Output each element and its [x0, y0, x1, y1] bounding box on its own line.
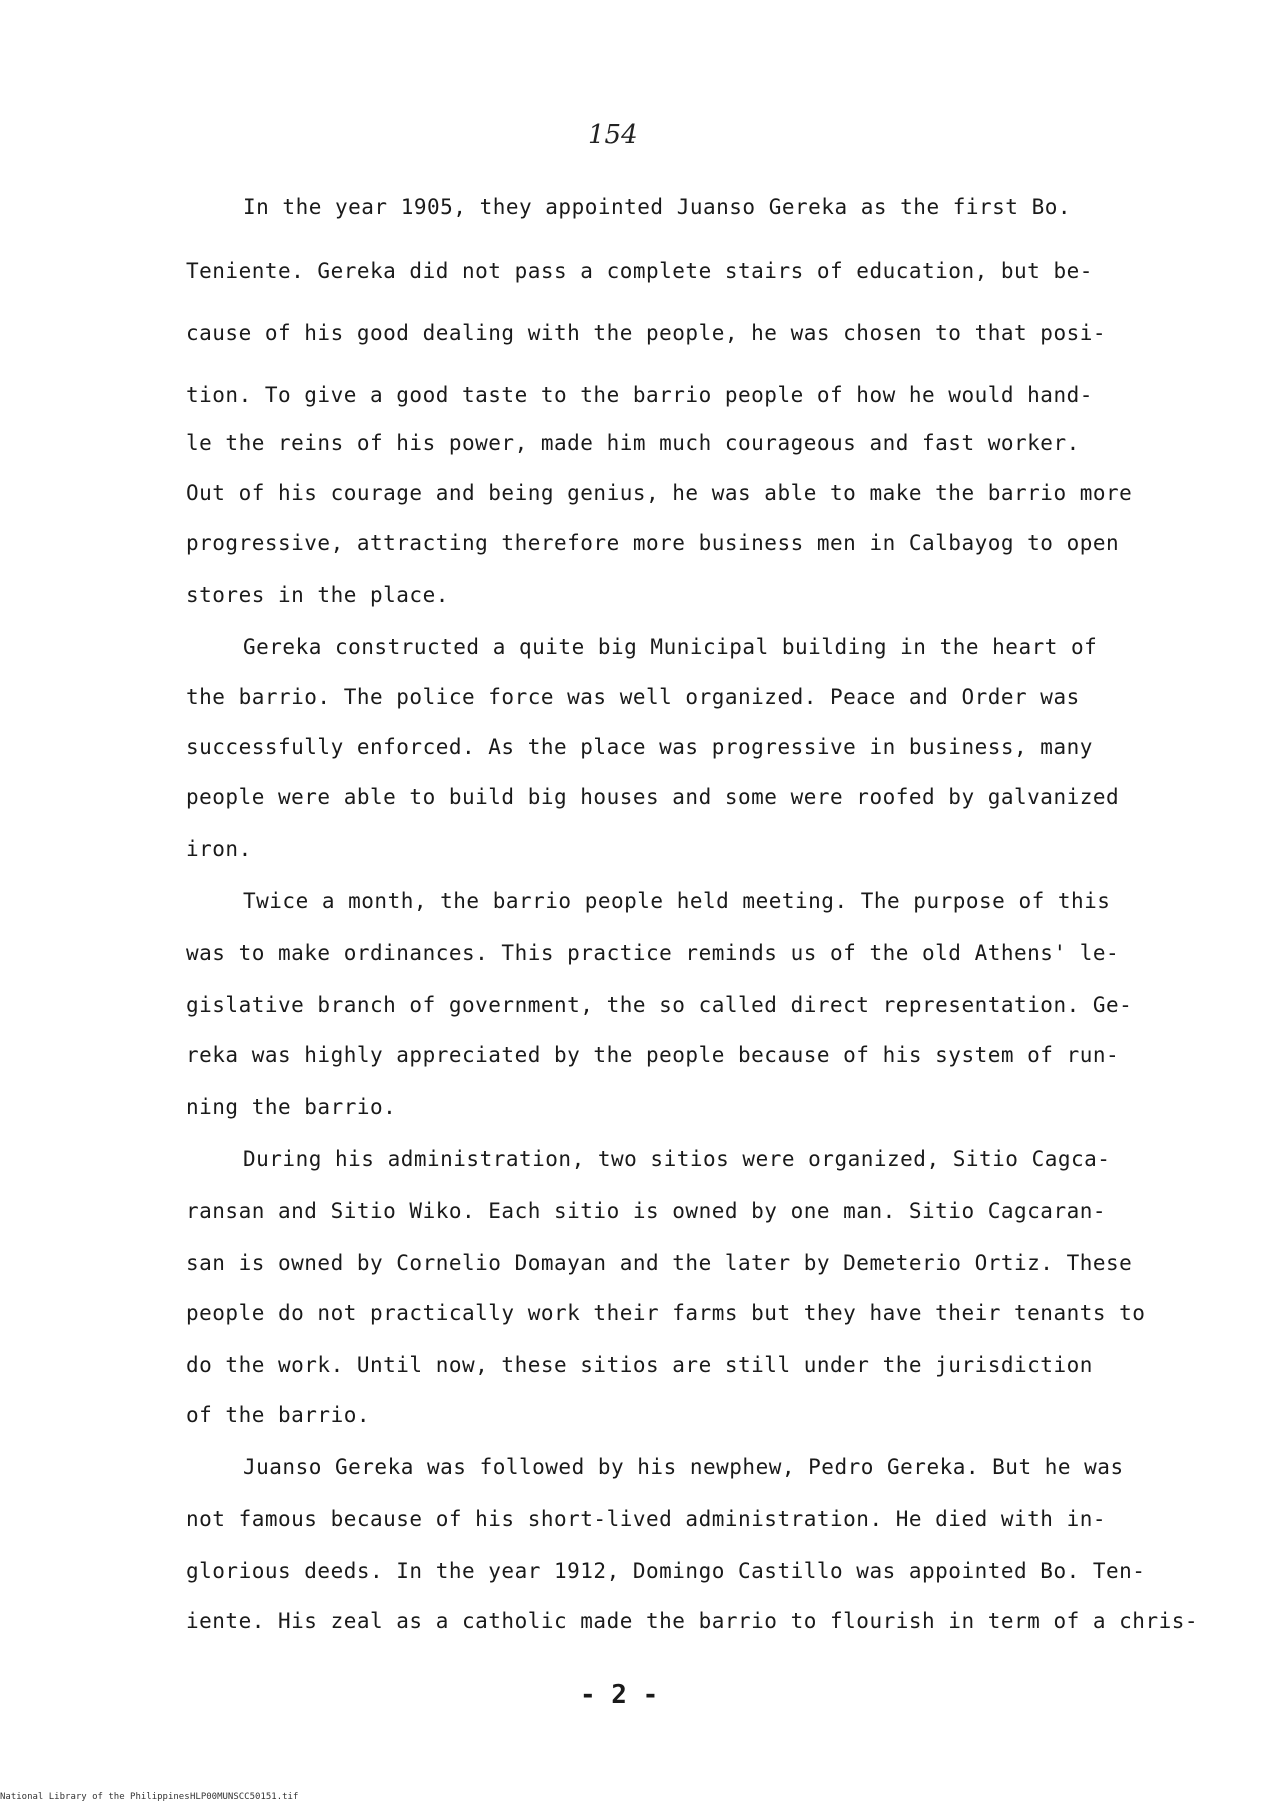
text-line: In the year 1905, they appointed Juanso Gereka as the first Bo.	[243, 195, 1072, 219]
text-line: Twice a month, the barrio people held meeting. The purpose of this	[243, 889, 1111, 913]
text-line: gislative branch of government, the so called direct representation. Ge-	[186, 993, 1133, 1017]
text-line: Out of his courage and being genius, he was able to make the barrio more	[186, 481, 1133, 505]
text-line: reka was highly appreciated by the people because of his system of run-	[186, 1043, 1120, 1067]
text-line: successfully enforced. As the place was progressive in business, many	[186, 735, 1093, 759]
text-line: During his administration, two sitios were organized, Sitio Cagca-	[243, 1147, 1111, 1171]
text-line: progressive, attracting therefore more business men in Calbayog to open	[186, 531, 1120, 555]
text-line: san is owned by Cornelio Domayan and the later by Demeterio Ortiz. These	[186, 1251, 1133, 1275]
text-line: people do not practically work their farms but they have their tenants to	[186, 1301, 1146, 1325]
text-line: Teniente. Gereka did not pass a complete stairs of education, but be-	[186, 259, 1093, 283]
text-line: Gereka constructed a quite big Municipal building in the heart of	[243, 635, 1098, 659]
text-line: ransan and Sitio Wiko. Each sitio is owned by one man. Sitio Cagcaran-	[186, 1199, 1107, 1223]
text-line: Juanso Gereka was followed by his newphew, Pedro Gereka. But he was	[243, 1455, 1124, 1479]
text-line: ning the barrio.	[186, 1095, 397, 1119]
typed-page-number: - 2 -	[580, 1680, 659, 1710]
text-line: the barrio. The police force was well organized. Peace and Order was	[186, 685, 1080, 709]
text-line: iron.	[186, 837, 252, 861]
scan-file-label: HLP00MUNSCC50151.tif	[190, 1792, 299, 1802]
text-line: tion. To give a good taste to the barrio people of how he would hand-	[186, 383, 1093, 407]
text-line: not famous because of his short-lived administration. He died with in-	[186, 1507, 1107, 1531]
text-line: stores in the place.	[186, 583, 449, 607]
text-line: iente. His zeal as a catholic made the barrio to flourish in term of a chris-	[186, 1609, 1199, 1633]
scan-source-label: National Library of the Philippines	[0, 1792, 190, 1802]
text-line: glorious deeds. In the year 1912, Domingo Castillo was appointed Bo. Ten-	[186, 1559, 1146, 1583]
text-line: people were able to build big houses and some were roofed by galvanized	[186, 785, 1120, 809]
handwritten-page-number: 154	[588, 120, 638, 150]
text-line: cause of his good dealing with the people, he was chosen to that posi-	[186, 321, 1107, 345]
text-line: was to make ordinances. This practice reminds us of the old Athens' le-	[186, 941, 1120, 965]
text-line: le the reins of his power, made him much courageous and fast worker.	[186, 431, 1080, 455]
text-line: of the barrio.	[186, 1403, 371, 1427]
text-line: do the work. Until now, these sitios are still under the jurisdiction	[186, 1353, 1093, 1377]
